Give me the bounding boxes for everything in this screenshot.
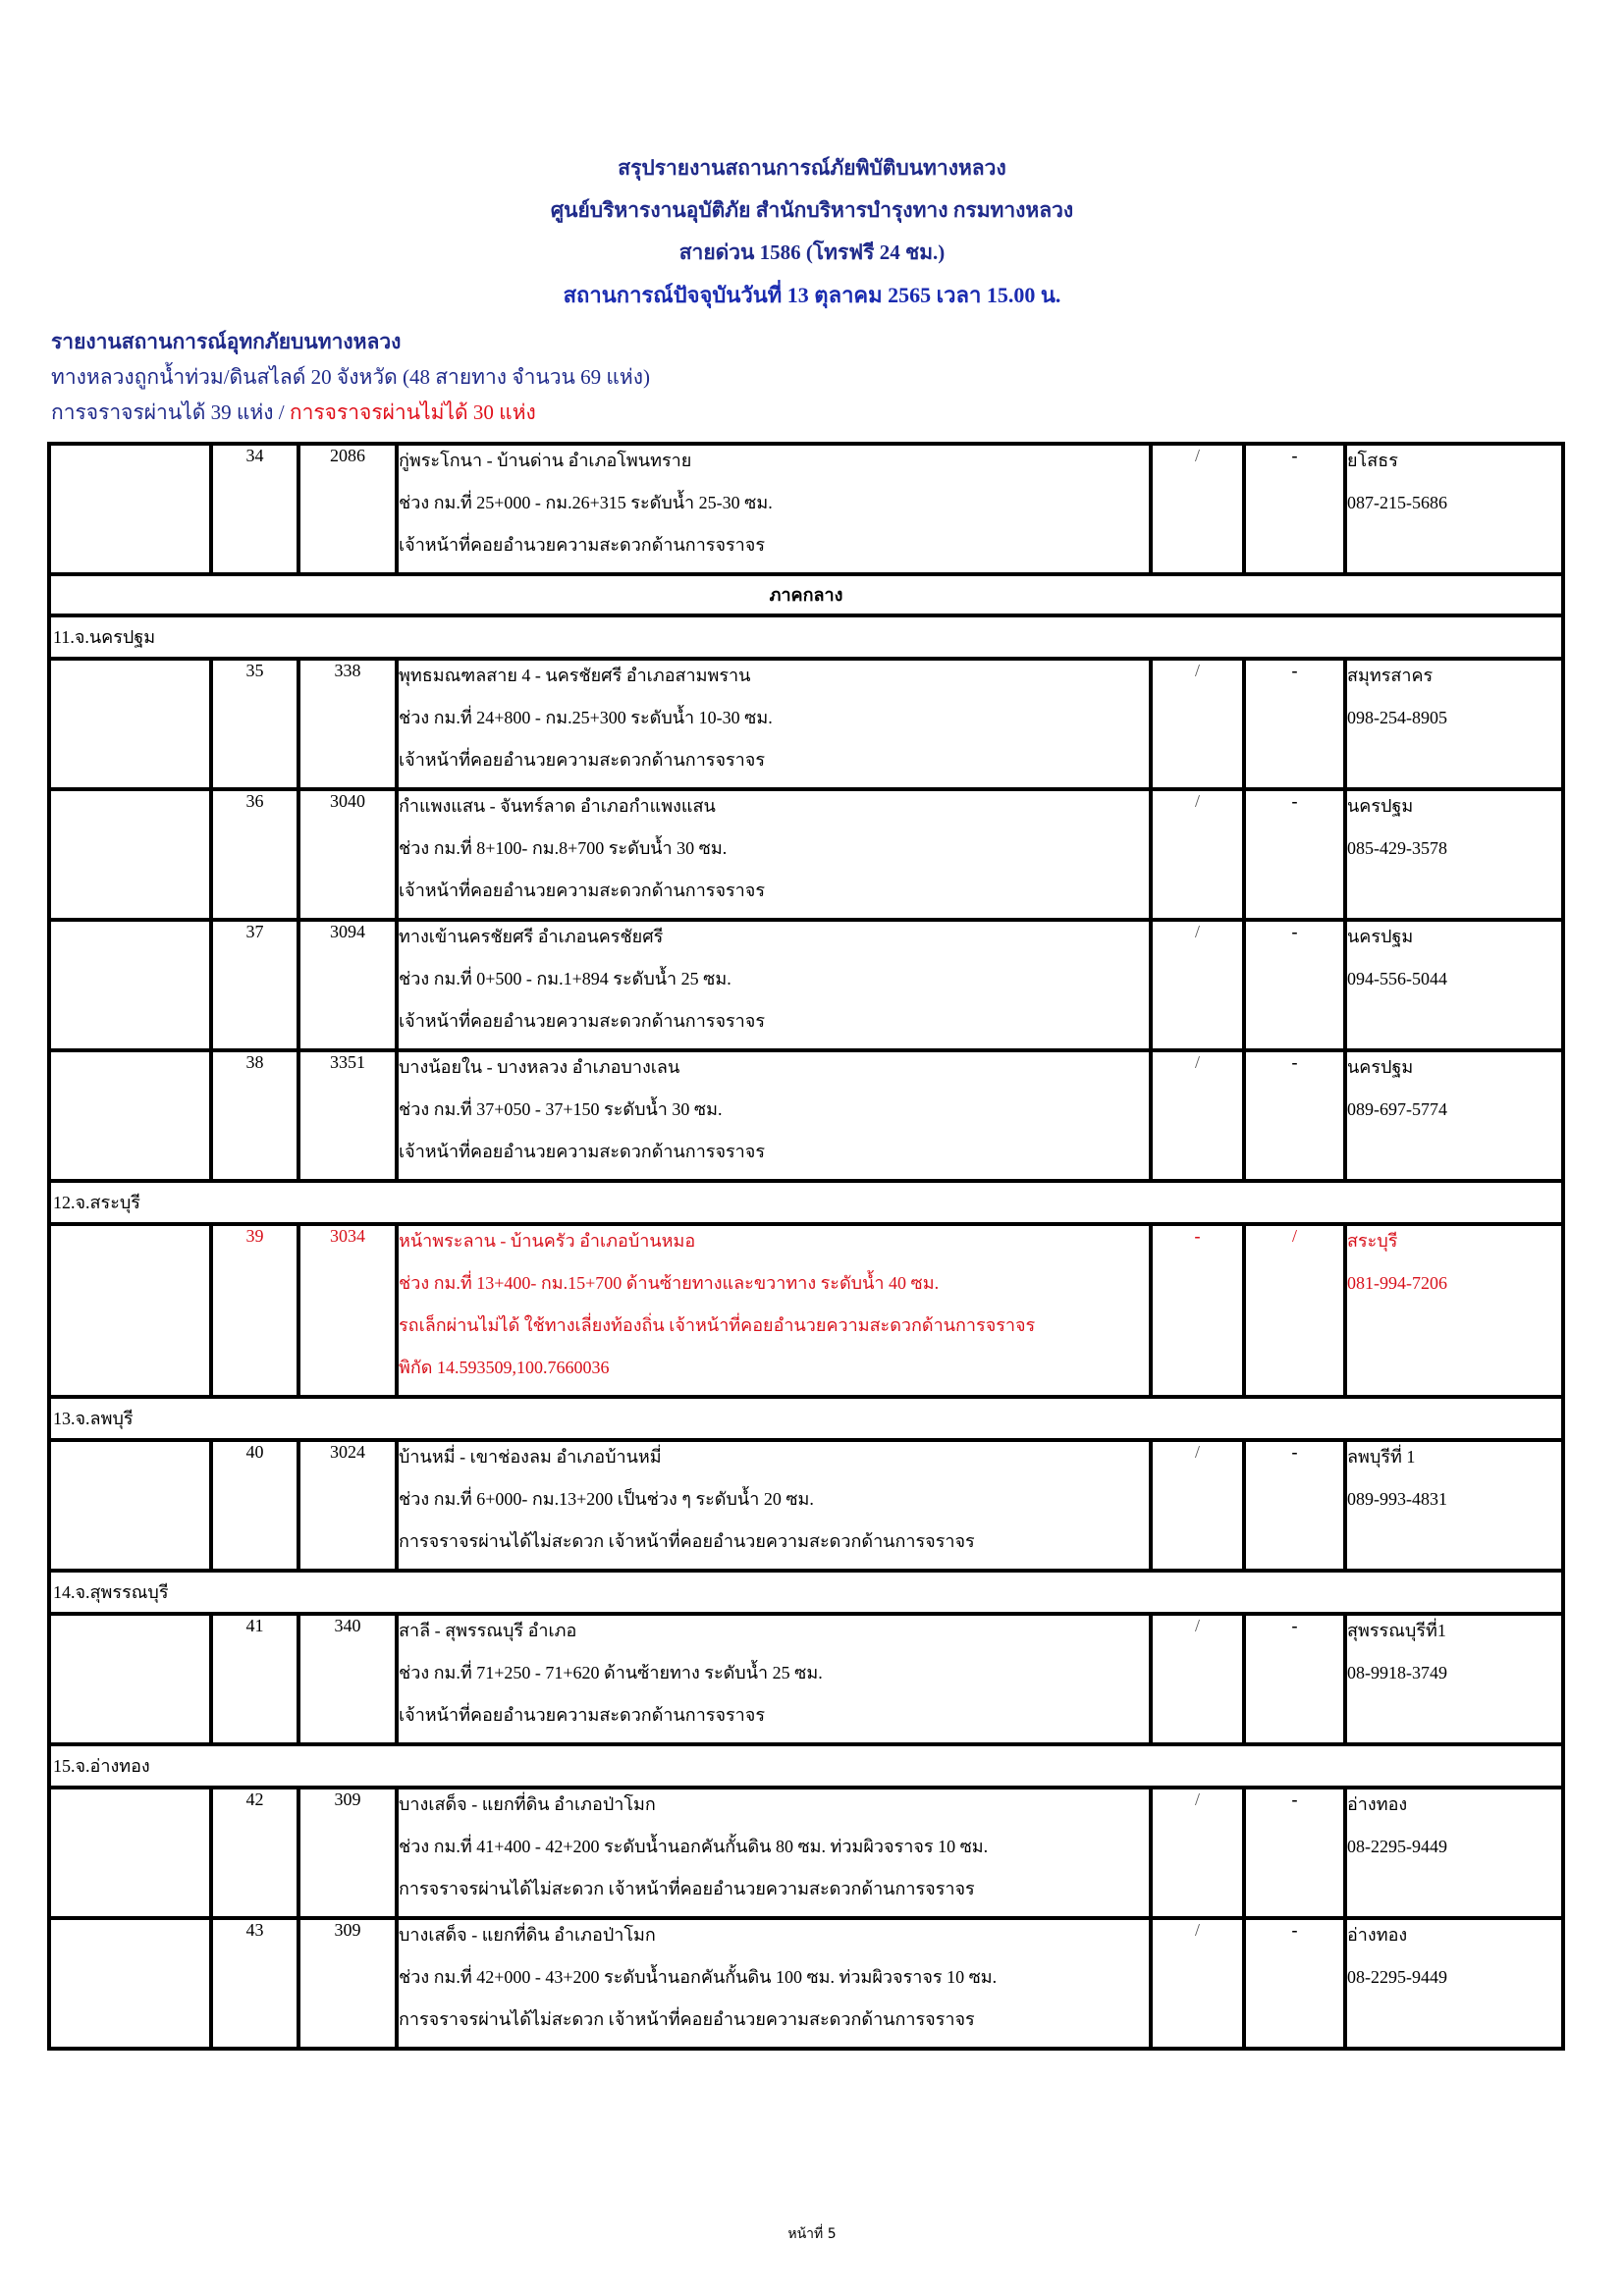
table-row — [49, 1788, 1563, 1918]
province-label: 11.จ.นครปฐม — [49, 615, 1563, 659]
table-row — [49, 659, 1563, 789]
location-line: กู่พระโกนา - บ้านด่าน อำเภอโพนทราย — [399, 451, 692, 470]
route-number: 309 — [298, 1918, 397, 2049]
km-line: ช่วง กม.ที่ 71+250 - 71+620 ด้านซ้ายทาง ระดับน้ำ 25 ซม. — [399, 1663, 823, 1682]
phone: 089-993-4831 — [1347, 1489, 1447, 1509]
contact — [1345, 1614, 1563, 1744]
location-line: สาลี - สุพรรณบุรี อำเภอ — [399, 1621, 577, 1640]
province-label: 12.จ.สระบุรี — [49, 1181, 1563, 1224]
location-line: ทางเข้านครชัยศรี อำเภอนครชัยศรี — [399, 927, 664, 946]
impassable-mark: - — [1244, 659, 1345, 789]
item-number: 38 — [211, 1050, 298, 1181]
phone: 08-9918-3749 — [1347, 1663, 1447, 1682]
description — [397, 789, 1151, 920]
empty-cell — [49, 1224, 211, 1397]
office: ลพบุรีที่ 1 — [1347, 1447, 1416, 1467]
report-date: สถานการณ์ปัจจุบันวันที่ 13 ตุลาคม 2565 เวลา 15.00 น. — [563, 283, 1061, 307]
km-line: ช่วง กม.ที่ 25+000 - กม.26+315 ระดับน้ำ 25-30 ซม. — [399, 493, 773, 512]
impassable-mark: - — [1244, 1440, 1345, 1571]
description — [397, 444, 1151, 574]
region-row — [49, 574, 1563, 615]
contact — [1345, 659, 1563, 789]
km-line: ช่วง กม.ที่ 6+000- กม.13+200 เป็นช่วง ๆ ระดับน้ำ 20 ซม. — [399, 1489, 814, 1509]
contact — [1345, 1918, 1563, 2049]
route-number: 309 — [298, 1788, 397, 1918]
location-line: หน้าพระลาน - บ้านครัว อำเภอบ้านหมอ — [399, 1231, 696, 1251]
phone: 094-556-5044 — [1347, 969, 1447, 988]
phone: 098-254-8905 — [1347, 708, 1447, 727]
note-line: เจ้าหน้าที่คอยอำนวยความสะดวกด้านการจราจร — [399, 535, 766, 555]
location-line: พุทธมณฑลสาย 4 - นครชัยศรี อำเภอสามพราน — [399, 666, 751, 685]
table-row — [49, 444, 1563, 574]
phone: 085-429-3578 — [1347, 838, 1447, 858]
office: สุพรรณบุรีที่1 — [1347, 1621, 1446, 1640]
office: นครปฐม — [1347, 927, 1414, 946]
note-line: การจราจรผ่านได้ไม่สะดวก เจ้าหน้าที่คอยอำนวยความสะดวกด้านการจราจร — [399, 1531, 975, 1551]
province-row — [49, 1181, 1563, 1224]
passable-mark: / — [1151, 1918, 1244, 2049]
passable-mark: / — [1151, 659, 1244, 789]
impassable-mark: - — [1244, 789, 1345, 920]
route-number: 3040 — [298, 789, 397, 920]
table-row — [49, 1050, 1563, 1181]
item-number: 39 — [211, 1224, 298, 1397]
km-line: ช่วง กม.ที่ 24+800 - กม.25+300 ระดับน้ำ 10-30 ซม. — [399, 708, 773, 727]
description — [397, 1614, 1151, 1744]
note-line: การจราจรผ่านได้ไม่สะดวก เจ้าหน้าที่คอยอำนวยความสะดวกด้านการจราจร — [399, 1879, 975, 1898]
flood-table — [47, 442, 1565, 2051]
item-number: 43 — [211, 1918, 298, 2049]
province-row — [49, 615, 1563, 659]
table-row — [49, 789, 1563, 920]
description — [397, 1440, 1151, 1571]
item-number: 37 — [211, 920, 298, 1050]
location-line: บางเสด็จ - แยกที่ดิน อำเภอป่าโมก — [399, 1925, 656, 1945]
note-line: เจ้าหน้าที่คอยอำนวยความสะดวกด้านการจราจร — [399, 1142, 766, 1161]
contact — [1345, 1050, 1563, 1181]
office: นครปฐม — [1347, 1057, 1414, 1077]
summary-traffic — [51, 395, 650, 430]
km-line: ช่วง กม.ที่ 8+100- กม.8+700 ระดับน้ำ 30 ซม. — [399, 838, 728, 858]
description — [397, 1918, 1151, 2049]
description — [397, 659, 1151, 789]
phone: 08-2295-9449 — [1347, 1967, 1447, 1987]
empty-cell — [49, 1788, 211, 1918]
passable-mark: / — [1151, 1440, 1244, 1571]
empty-cell — [49, 1440, 211, 1571]
empty-cell — [49, 1918, 211, 2049]
location-line: บ้านหมี่ - เขาช่องลม อำเภอบ้านหมี่ — [399, 1447, 662, 1467]
empty-cell — [49, 920, 211, 1050]
note-line: การจราจรผ่านได้ไม่สะดวก เจ้าหน้าที่คอยอำนวยความสะดวกด้านการจราจร — [399, 2009, 975, 2029]
impassable-mark: / — [1244, 1224, 1345, 1397]
location-line: บางน้อยใน - บางหลวง อำเภอบางเลน — [399, 1057, 680, 1077]
report-title: สรุปรายงานสถานการณ์ภัยพิบัติบนทางหลวง — [618, 156, 1006, 180]
empty-cell — [49, 1614, 211, 1744]
passable-mark: / — [1151, 920, 1244, 1050]
route-number: 3034 — [298, 1224, 397, 1397]
summary-title: รายงานสถานการณ์อุทกภัยบนทางหลวง — [51, 330, 402, 353]
empty-cell — [49, 444, 211, 574]
phone: 089-697-5774 — [1347, 1099, 1447, 1119]
route-number: 2086 — [298, 444, 397, 574]
contact — [1345, 1224, 1563, 1397]
office: อ่างทอง — [1347, 1794, 1408, 1814]
item-number: 36 — [211, 789, 298, 920]
route-number: 338 — [298, 659, 397, 789]
summary — [51, 324, 650, 430]
location-line: บางเสด็จ - แยกที่ดิน อำเภอป่าโมก — [399, 1794, 656, 1814]
table-row — [49, 1918, 1563, 2049]
km-line: ช่วง กม.ที่ 42+000 - 43+200 ระดับน้ำนอกคันกั้นดิน 100 ซม. ท่วมผิวจราจร 10 ซม. — [399, 1967, 998, 1987]
passable-mark: / — [1151, 789, 1244, 920]
phone: 08-2295-9449 — [1347, 1837, 1447, 1856]
province-row — [49, 1571, 1563, 1614]
page-number: หน้าที่ 5 — [787, 2226, 837, 2242]
contact — [1345, 444, 1563, 574]
table-row — [49, 920, 1563, 1050]
office: อ่างทอง — [1347, 1925, 1408, 1945]
office: สระบุรี — [1347, 1231, 1398, 1251]
route-number: 340 — [298, 1614, 397, 1744]
route-number: 3094 — [298, 920, 397, 1050]
description — [397, 1224, 1151, 1397]
province-label: 13.จ.ลพบุรี — [49, 1397, 1563, 1440]
impassable-mark: - — [1244, 920, 1345, 1050]
description — [397, 1788, 1151, 1918]
contact — [1345, 789, 1563, 920]
note-line: เจ้าหน้าที่คอยอำนวยความสะดวกด้านการจราจร — [399, 1705, 766, 1725]
office: ยโสธร — [1347, 451, 1398, 470]
phone: 087-215-5686 — [1347, 493, 1447, 512]
province-row — [49, 1397, 1563, 1440]
passable-mark: / — [1151, 444, 1244, 574]
coordinates-line: พิกัด 14.593509,100.7660036 — [399, 1358, 610, 1377]
region-label: ภาคกลาง — [49, 574, 1563, 615]
impassable-mark: - — [1244, 444, 1345, 574]
summary-impassable: การจราจรผ่านไม่ได้ 30 แห่ง — [289, 400, 536, 424]
note-line: เจ้าหน้าที่คอยอำนวยความสะดวกด้านการจราจร — [399, 750, 766, 770]
km-line: ช่วง กม.ที่ 41+400 - 42+200 ระดับน้ำนอกคันกั้นดิน 80 ซม. ท่วมผิวจราจร 10 ซม. — [399, 1837, 989, 1856]
empty-cell — [49, 659, 211, 789]
route-number: 3351 — [298, 1050, 397, 1181]
table-row — [49, 1440, 1563, 1571]
note-line: เจ้าหน้าที่คอยอำนวยความสะดวกด้านการจราจร — [399, 881, 766, 900]
item-number: 41 — [211, 1614, 298, 1744]
summary-passable: การจราจรผ่านได้ 39 แห่ง / — [51, 400, 290, 424]
summary-affected: ทางหลวงถูกน้ำท่วม/ดินสไลด์ 20 จังหวัด (48 สายทาง จำนวน 69 แห่ง) — [51, 365, 651, 389]
item-number: 42 — [211, 1788, 298, 1918]
province-label: 15.จ.อ่างทอง — [49, 1744, 1563, 1788]
note-line: เจ้าหน้าที่คอยอำนวยความสะดวกด้านการจราจร — [399, 1011, 766, 1031]
table-row-impassable — [49, 1224, 1563, 1397]
passable-mark: / — [1151, 1788, 1244, 1918]
item-number: 34 — [211, 444, 298, 574]
impassable-mark: - — [1244, 1788, 1345, 1918]
province-label: 14.จ.สุพรรณบุรี — [49, 1571, 1563, 1614]
contact — [1345, 1788, 1563, 1918]
route-number: 3024 — [298, 1440, 397, 1571]
office: สมุทรสาคร — [1347, 666, 1434, 685]
contact — [1345, 920, 1563, 1050]
description — [397, 920, 1151, 1050]
report-hotline: สายด่วน 1586 (โทรฟรี 24 ชม.) — [678, 240, 946, 264]
passable-mark: - — [1151, 1224, 1244, 1397]
passable-mark: / — [1151, 1614, 1244, 1744]
impassable-mark: - — [1244, 1050, 1345, 1181]
province-row — [49, 1744, 1563, 1788]
note-line: รถเล็กผ่านไม่ได้ ใช้ทางเลี่ยงท้องถิ่น เจ้าหน้าที่คอยอำนวยความสะดวกด้านการจราจร — [399, 1315, 1036, 1335]
report-org: ศูนย์บริหารงานอุบัติภัย สำนักบริหารบำรุงทาง กรมทางหลวง — [550, 198, 1074, 222]
phone: 081-994-7206 — [1347, 1273, 1447, 1293]
empty-cell — [49, 1050, 211, 1181]
report-header — [0, 147, 1624, 316]
impassable-mark: - — [1244, 1918, 1345, 2049]
contact — [1345, 1440, 1563, 1571]
table-row — [49, 1614, 1563, 1744]
empty-cell — [49, 789, 211, 920]
item-number: 40 — [211, 1440, 298, 1571]
passable-mark: / — [1151, 1050, 1244, 1181]
office: นครปฐม — [1347, 796, 1414, 816]
impassable-mark: - — [1244, 1614, 1345, 1744]
item-number: 35 — [211, 659, 298, 789]
km-line: ช่วง กม.ที่ 37+050 - 37+150 ระดับน้ำ 30 ซม. — [399, 1099, 723, 1119]
description — [397, 1050, 1151, 1181]
km-line: ช่วง กม.ที่ 13+400- กม.15+700 ด้านซ้ายทางและขวาทาง ระดับน้ำ 40 ซม. — [399, 1273, 940, 1293]
km-line: ช่วง กม.ที่ 0+500 - กม.1+894 ระดับน้ำ 25 ซม. — [399, 969, 731, 988]
location-line: กำแพงแสน - จันทร์ลาด อำเภอกำแพงแสน — [399, 796, 716, 816]
